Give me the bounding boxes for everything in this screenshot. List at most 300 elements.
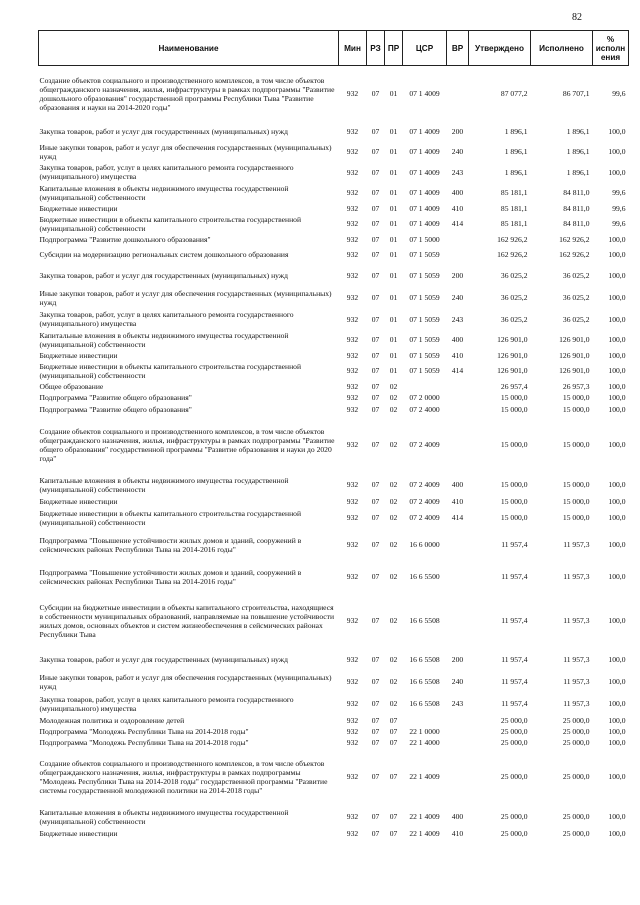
cell-percent: 99,6 bbox=[612, 89, 626, 99]
cell-rz: 07 bbox=[371, 89, 380, 99]
cell-vr bbox=[447, 715, 469, 726]
cell-pr: 07 bbox=[389, 715, 398, 725]
table-row bbox=[39, 392, 629, 403]
cell-rz: 07 bbox=[371, 314, 380, 324]
cell-percent: 100,0 bbox=[608, 250, 626, 259]
cell-pr: 07 bbox=[389, 812, 398, 821]
cell-percent: 100,0 bbox=[608, 234, 626, 244]
cell-min: 932 bbox=[346, 314, 359, 324]
cell-executed: 11 957,3 bbox=[563, 616, 590, 625]
cell-vr: 400 bbox=[451, 480, 464, 489]
table-row bbox=[39, 142, 629, 162]
cell-pr: 07 bbox=[389, 737, 398, 747]
table-body bbox=[39, 66, 629, 839]
cell-rz: 07 bbox=[371, 513, 380, 522]
cell-executed: 15 000,0 bbox=[562, 480, 590, 489]
cell-percent: 100,0 bbox=[608, 147, 626, 156]
cell-csr: 07 1 4009 bbox=[409, 147, 440, 156]
cell-pr: 01 bbox=[389, 203, 398, 213]
cell-executed: 84 811,0 bbox=[563, 219, 590, 228]
table-row bbox=[39, 693, 629, 715]
cell-csr: 16 6 5508 bbox=[409, 699, 440, 708]
header-min: Мин bbox=[339, 31, 367, 66]
cell-vr: 243 bbox=[451, 314, 464, 324]
cell-percent: 99,6 bbox=[612, 203, 626, 213]
cell-csr: 16 6 5508 bbox=[409, 655, 440, 664]
header-pr: ПР bbox=[385, 31, 403, 66]
cell-rz: 07 bbox=[371, 293, 380, 302]
cell-rz: 07 bbox=[371, 127, 380, 136]
cell-min: 932 bbox=[346, 271, 359, 280]
cell-csr: 07 2 4009 bbox=[409, 513, 440, 522]
cell-csr: 07 1 4009 bbox=[409, 127, 440, 136]
cell-rz: 07 bbox=[371, 350, 380, 360]
cell-executed: 15 000,0 bbox=[562, 440, 590, 449]
cell-vr: 414 bbox=[451, 513, 464, 522]
table-row bbox=[39, 214, 629, 234]
cell-approved: 1 896,1 bbox=[504, 147, 528, 156]
table-row bbox=[39, 350, 629, 361]
cell-executed: 11 957,3 bbox=[563, 677, 590, 686]
table-row bbox=[39, 715, 629, 726]
cell-csr: 07 1 5059 bbox=[409, 314, 440, 324]
cell-csr: 22 1 4009 bbox=[409, 828, 440, 838]
cell-percent: 100,0 bbox=[608, 677, 626, 686]
cell-percent: 100,0 bbox=[608, 496, 626, 506]
cell-pr: 07 bbox=[389, 726, 398, 736]
table-row bbox=[39, 496, 629, 507]
table-row bbox=[39, 507, 629, 529]
table-row bbox=[39, 416, 629, 474]
cell-min: 932 bbox=[346, 293, 359, 302]
cell-name: Подпрограмма "Развитие общего образования" bbox=[39, 404, 192, 414]
cell-min: 932 bbox=[346, 147, 359, 156]
cell-pr: 01 bbox=[389, 335, 398, 344]
cell-vr bbox=[447, 381, 469, 392]
cell-csr: 22 1 4009 bbox=[409, 812, 440, 821]
table-row bbox=[39, 403, 629, 416]
cell-csr: 22 1 0000 bbox=[409, 726, 440, 736]
cell-rz: 07 bbox=[371, 737, 380, 747]
cell-min: 932 bbox=[346, 234, 359, 244]
header-rz: РЗ bbox=[367, 31, 385, 66]
cell-approved: 11 957,4 bbox=[501, 655, 528, 664]
cell-approved: 162 926,2 bbox=[497, 234, 528, 244]
cell-rz: 07 bbox=[371, 828, 380, 838]
cell-executed: 162 926,2 bbox=[559, 234, 590, 244]
cell-name: Подпрограмма "Молодежь Республики Тыва на 2014-2018 годы" bbox=[39, 737, 249, 747]
cell-name: Капитальные вложения в объекты недвижимого имущества государственной (муниципальной) собственности bbox=[39, 807, 289, 826]
table-row bbox=[39, 806, 629, 828]
cell-rz: 07 bbox=[371, 167, 380, 177]
cell-pr: 02 bbox=[389, 513, 398, 522]
cell-vr: 400 bbox=[451, 335, 464, 344]
cell-name: Закупка товаров, работ, услуг в целях капитального ремонта государственного (муниципального) имущества bbox=[39, 163, 294, 181]
cell-percent: 100,0 bbox=[608, 513, 626, 522]
cell-approved: 36 025,2 bbox=[500, 314, 528, 324]
cell-csr bbox=[403, 381, 447, 392]
cell-min: 932 bbox=[346, 381, 359, 391]
table-row bbox=[39, 245, 629, 265]
cell-pr: 07 bbox=[389, 772, 398, 781]
cell-rz: 07 bbox=[371, 699, 380, 708]
cell-name: Иные закупки товаров, работ и услуг для обеспечения государственных (муниципальных) нужд bbox=[39, 288, 332, 307]
cell-min: 932 bbox=[346, 167, 359, 177]
cell-approved: 15 000,0 bbox=[500, 496, 528, 506]
cell-name: Закупка товаров, работ и услуг для государственных (муниципальных) нужд bbox=[39, 127, 288, 136]
cell-name: Создание объектов социального и производственного комплексов, в том числе объектов общегражданского назначения, жилья, инфраструктуры в рамках подпрограммы "Развитие дошкольного образования" государственной программы Республики Тыва "Развитие образования и науки на 2014-2020 годы" bbox=[39, 75, 335, 112]
cell-name: Иные закупки товаров, работ и услуг для обеспечения государственных (муниципальных) нужд bbox=[39, 142, 332, 161]
cell-csr: 07 1 4009 bbox=[409, 188, 440, 197]
cell-executed: 11 957,3 bbox=[563, 655, 590, 664]
cell-name: Создание объектов социального и производственного комплексов, в том числе объектов общегражданского назначения, жилья, инфраструктуры в рамках подпрограммы "Развитие общего образования" государственной программы "Развитие образования и науки до 2020 года" bbox=[39, 426, 335, 463]
cell-csr: 07 1 4009 bbox=[409, 167, 440, 177]
cell-rz: 07 bbox=[371, 335, 380, 344]
cell-approved: 15 000,0 bbox=[500, 513, 528, 522]
table-row bbox=[39, 593, 629, 649]
cell-executed: 15 000,0 bbox=[562, 392, 590, 402]
cell-pr: 01 bbox=[389, 350, 398, 360]
cell-name: Бюджетные инвестиции в объекты капитального строительства государственной (муниципальной) собственности bbox=[39, 214, 302, 233]
cell-executed: 25 000,0 bbox=[562, 828, 590, 838]
cell-vr: 400 bbox=[451, 812, 464, 821]
cell-min: 932 bbox=[346, 699, 359, 708]
cell-name: Бюджетные инвестиции bbox=[39, 496, 118, 506]
header-vr: ВР bbox=[447, 31, 469, 66]
cell-min: 932 bbox=[346, 540, 359, 549]
cell-approved: 1 896,1 bbox=[504, 167, 528, 177]
cell-min: 932 bbox=[346, 572, 359, 581]
cell-vr: 400 bbox=[451, 188, 464, 197]
cell-vr: 200 bbox=[451, 127, 464, 136]
cell-percent: 100,0 bbox=[608, 314, 626, 324]
cell-percent: 100,0 bbox=[608, 381, 626, 391]
cell-min: 932 bbox=[346, 350, 359, 360]
cell-pr: 01 bbox=[389, 314, 398, 324]
table-row bbox=[39, 381, 629, 392]
cell-csr: 07 1 5059 bbox=[409, 293, 440, 302]
cell-csr: 16 6 0000 bbox=[409, 540, 440, 549]
cell-vr bbox=[447, 748, 469, 806]
cell-approved: 25 000,0 bbox=[500, 812, 528, 821]
cell-pr: 02 bbox=[389, 699, 398, 708]
cell-min: 932 bbox=[346, 219, 359, 228]
cell-csr: 07 1 5000 bbox=[409, 234, 440, 244]
cell-approved: 15 000,0 bbox=[500, 440, 528, 449]
cell-csr: 07 1 4009 bbox=[409, 203, 440, 213]
cell-csr: 22 1 4000 bbox=[409, 737, 440, 747]
cell-name: Бюджетные инвестиции bbox=[39, 203, 118, 213]
cell-rz: 07 bbox=[371, 655, 380, 664]
table-row bbox=[39, 287, 629, 309]
table-row bbox=[39, 330, 629, 350]
cell-percent: 100,0 bbox=[608, 167, 626, 177]
cell-approved: 1 896,1 bbox=[504, 127, 528, 136]
cell-name: Создание объектов социального и производственного комплексов, в том числе объектов общегражданского назначения, жилья, инфраструктуры в рамках подпрограммы "Молодежь Республики Тыва на 2014-2018 годы" государственной программы "Развитие системы государственной молодежной политики на 2014-2018 годы" bbox=[39, 758, 328, 795]
cell-pr: 01 bbox=[389, 271, 398, 280]
cell-executed: 1 896,1 bbox=[566, 167, 590, 177]
cell-rz: 07 bbox=[371, 677, 380, 686]
table-row bbox=[39, 561, 629, 593]
cell-min: 932 bbox=[346, 366, 359, 375]
cell-pr: 02 bbox=[389, 677, 398, 686]
cell-min: 932 bbox=[346, 616, 359, 625]
cell-pr: 02 bbox=[389, 404, 398, 414]
table-row bbox=[39, 748, 629, 806]
cell-name: Подпрограмма "Повышение устойчивости жилых домов и зданий, сооружений в сейсмических районах Республики Тыва на 2014-2016 годы" bbox=[39, 567, 302, 586]
cell-approved: 11 957,4 bbox=[501, 699, 528, 708]
cell-approved: 85 181,1 bbox=[500, 188, 528, 197]
cell-percent: 100,0 bbox=[608, 812, 626, 821]
cell-rz: 07 bbox=[371, 715, 380, 725]
cell-approved: 126 901,0 bbox=[497, 335, 528, 344]
cell-pr: 02 bbox=[389, 480, 398, 489]
cell-approved: 87 077,2 bbox=[500, 89, 528, 99]
cell-vr: 410 bbox=[451, 496, 464, 506]
table-row bbox=[39, 361, 629, 381]
cell-csr bbox=[403, 715, 447, 726]
cell-percent: 100,0 bbox=[608, 616, 626, 625]
cell-vr: 414 bbox=[451, 366, 464, 375]
cell-csr: 07 2 0000 bbox=[409, 392, 440, 402]
cell-rz: 07 bbox=[371, 366, 380, 375]
cell-name: Капитальные вложения в объекты недвижимого имущества государственной (муниципальной) собственности bbox=[39, 475, 289, 494]
cell-executed: 36 025,2 bbox=[562, 293, 590, 302]
cell-approved: 36 025,2 bbox=[500, 271, 528, 280]
cell-min: 932 bbox=[346, 250, 359, 259]
cell-min: 932 bbox=[346, 335, 359, 344]
cell-percent: 100,0 bbox=[608, 726, 626, 736]
cell-rz: 07 bbox=[371, 203, 380, 213]
cell-pr: 02 bbox=[389, 392, 398, 402]
cell-rz: 07 bbox=[371, 271, 380, 280]
cell-min: 932 bbox=[346, 726, 359, 736]
cell-approved: 162 926,2 bbox=[497, 250, 528, 259]
cell-approved: 25 000,0 bbox=[500, 828, 528, 838]
cell-approved: 25 000,0 bbox=[500, 737, 528, 747]
cell-csr: 07 1 4009 bbox=[409, 219, 440, 228]
cell-approved: 36 025,2 bbox=[500, 293, 528, 302]
cell-approved: 11 957,4 bbox=[501, 540, 528, 549]
table-header-row bbox=[39, 31, 629, 66]
cell-executed: 15 000,0 bbox=[562, 404, 590, 414]
cell-vr bbox=[447, 245, 469, 265]
table-row bbox=[39, 649, 629, 671]
cell-name: Общее образование bbox=[39, 381, 104, 391]
cell-rz: 07 bbox=[371, 188, 380, 197]
table-row bbox=[39, 828, 629, 839]
cell-min: 932 bbox=[346, 89, 359, 99]
cell-min: 932 bbox=[346, 480, 359, 489]
cell-percent: 100,0 bbox=[608, 392, 626, 402]
cell-csr: 07 1 5059 bbox=[409, 350, 440, 360]
header-name: Наименование bbox=[39, 31, 339, 66]
cell-rz: 07 bbox=[371, 219, 380, 228]
cell-name: Закупка товаров, работ и услуг для государственных (муниципальных) нужд bbox=[39, 271, 288, 280]
cell-min: 932 bbox=[346, 677, 359, 686]
cell-approved: 85 181,1 bbox=[500, 203, 528, 213]
table-row bbox=[39, 234, 629, 245]
header-executed: Исполнено bbox=[531, 31, 593, 66]
cell-pr: 07 bbox=[389, 828, 398, 838]
cell-executed: 15 000,0 bbox=[562, 496, 590, 506]
cell-name: Подпрограмма "Развитие общего образования" bbox=[39, 392, 192, 402]
cell-vr bbox=[447, 529, 469, 561]
cell-csr: 07 1 5059 bbox=[409, 335, 440, 344]
cell-min: 932 bbox=[346, 496, 359, 506]
cell-csr: 07 2 4009 bbox=[409, 496, 440, 506]
cell-vr: 240 bbox=[451, 677, 464, 686]
cell-pr: 02 bbox=[389, 440, 398, 449]
cell-approved: 126 901,0 bbox=[497, 350, 528, 360]
cell-percent: 100,0 bbox=[608, 715, 626, 725]
cell-pr: 01 bbox=[389, 89, 398, 99]
cell-approved: 26 957,4 bbox=[500, 381, 528, 391]
cell-executed: 11 957,3 bbox=[563, 540, 590, 549]
cell-min: 932 bbox=[346, 828, 359, 838]
cell-min: 932 bbox=[346, 655, 359, 664]
cell-executed: 36 025,2 bbox=[562, 271, 590, 280]
cell-percent: 100,0 bbox=[608, 540, 626, 549]
cell-name: Субсидии на модернизацию региональных систем дошкольного образования bbox=[39, 250, 289, 259]
cell-name: Капитальные вложения в объекты недвижимого имущества государственной (муниципальной) собственности bbox=[39, 183, 289, 202]
cell-approved: 25 000,0 bbox=[500, 726, 528, 736]
cell-approved: 15 000,0 bbox=[500, 480, 528, 489]
cell-percent: 100,0 bbox=[608, 350, 626, 360]
cell-vr: 200 bbox=[451, 655, 464, 664]
budget-table bbox=[38, 30, 629, 839]
cell-name: Бюджетные инвестиции bbox=[39, 350, 118, 360]
cell-executed: 1 896,1 bbox=[566, 127, 590, 136]
cell-vr bbox=[447, 234, 469, 245]
cell-rz: 07 bbox=[371, 540, 380, 549]
cell-pr: 01 bbox=[389, 127, 398, 136]
table-row bbox=[39, 726, 629, 737]
cell-min: 932 bbox=[346, 440, 359, 449]
cell-rz: 07 bbox=[371, 147, 380, 156]
page-number: 82 bbox=[572, 12, 582, 23]
cell-vr bbox=[447, 416, 469, 474]
header-approved: Утверждено bbox=[469, 31, 531, 66]
cell-rz: 07 bbox=[371, 392, 380, 402]
cell-vr bbox=[447, 726, 469, 737]
cell-approved: 11 957,4 bbox=[501, 572, 528, 581]
cell-csr: 07 2 4000 bbox=[409, 404, 440, 414]
cell-csr: 07 1 5059 bbox=[409, 271, 440, 280]
cell-approved: 25 000,0 bbox=[500, 772, 528, 781]
cell-executed: 25 000,0 bbox=[562, 715, 590, 725]
cell-min: 932 bbox=[346, 404, 359, 414]
cell-executed: 25 000,0 bbox=[562, 812, 590, 821]
table-row bbox=[39, 265, 629, 287]
cell-csr: 16 6 5508 bbox=[409, 677, 440, 686]
cell-csr: 07 2 4009 bbox=[409, 440, 440, 449]
cell-executed: 11 957,3 bbox=[563, 699, 590, 708]
cell-pr: 02 bbox=[389, 496, 398, 506]
cell-rz: 07 bbox=[371, 726, 380, 736]
cell-csr: 16 6 5508 bbox=[409, 616, 440, 625]
header-csr: ЦСР bbox=[403, 31, 447, 66]
table-row bbox=[39, 203, 629, 214]
cell-pr: 02 bbox=[389, 381, 398, 391]
cell-min: 932 bbox=[346, 737, 359, 747]
cell-min: 932 bbox=[346, 203, 359, 213]
cell-vr: 410 bbox=[451, 203, 464, 213]
cell-percent: 100,0 bbox=[608, 655, 626, 664]
cell-executed: 25 000,0 bbox=[562, 737, 590, 747]
cell-vr bbox=[447, 403, 469, 416]
cell-vr: 240 bbox=[451, 147, 464, 156]
cell-executed: 15 000,0 bbox=[562, 513, 590, 522]
cell-approved: 126 901,0 bbox=[497, 366, 528, 375]
cell-csr: 16 6 5500 bbox=[409, 572, 440, 581]
cell-vr: 243 bbox=[451, 167, 464, 177]
cell-vr bbox=[447, 737, 469, 748]
cell-rz: 07 bbox=[371, 404, 380, 414]
table-row bbox=[39, 309, 629, 330]
cell-rz: 07 bbox=[371, 440, 380, 449]
cell-vr: 410 bbox=[451, 350, 464, 360]
cell-rz: 07 bbox=[371, 812, 380, 821]
cell-csr: 07 1 5059 bbox=[409, 366, 440, 375]
cell-percent: 100,0 bbox=[608, 404, 626, 414]
cell-vr bbox=[447, 66, 469, 122]
cell-percent: 99,6 bbox=[612, 219, 626, 228]
table-row bbox=[39, 671, 629, 693]
cell-name: Бюджетные инвестиции bbox=[39, 828, 118, 838]
table-row bbox=[39, 122, 629, 142]
cell-pr: 01 bbox=[389, 188, 398, 197]
cell-min: 932 bbox=[346, 188, 359, 197]
cell-name: Подпрограмма "Повышение устойчивости жилых домов и зданий, сооружений в сейсмических районах Республики Тыва на 2014-2016 годы" bbox=[39, 535, 302, 554]
cell-min: 932 bbox=[346, 812, 359, 821]
table-row bbox=[39, 529, 629, 561]
cell-pr: 02 bbox=[389, 572, 398, 581]
cell-percent: 100,0 bbox=[608, 737, 626, 747]
cell-executed: 36 025,2 bbox=[562, 314, 590, 324]
cell-vr: 410 bbox=[451, 828, 464, 838]
cell-min: 932 bbox=[346, 392, 359, 402]
cell-name: Бюджетные инвестиции в объекты капитального строительства государственной (муниципальной) собственности bbox=[39, 508, 302, 527]
cell-pr: 01 bbox=[389, 250, 398, 259]
cell-approved: 11 957,4 bbox=[501, 677, 528, 686]
cell-rz: 07 bbox=[371, 572, 380, 581]
table-row bbox=[39, 183, 629, 203]
cell-name: Закупка товаров, работ, услуг в целях капитального ремонта государственного (муниципального) имущества bbox=[39, 694, 294, 713]
cell-executed: 11 957,3 bbox=[563, 572, 590, 581]
cell-pr: 01 bbox=[389, 293, 398, 302]
cell-percent: 100,0 bbox=[608, 828, 626, 838]
cell-pr: 01 bbox=[389, 219, 398, 228]
cell-name: Субсидии на бюджетные инвестиции в объекты капитального строительства, находящиеся в собственности муниципальных образований, направляемые на повышение устойчивости жилых домов, основных объектов и систем жизнеобеспечения в сейсмических районах Республики Тыва bbox=[39, 602, 335, 639]
cell-pr: 01 bbox=[389, 147, 398, 156]
cell-csr: 22 1 4009 bbox=[409, 772, 440, 781]
cell-executed: 126 901,0 bbox=[559, 350, 590, 360]
cell-rz: 07 bbox=[371, 616, 380, 625]
cell-approved: 85 181,1 bbox=[500, 219, 528, 228]
cell-percent: 100,0 bbox=[608, 127, 626, 136]
cell-name: Молодежная политика и оздоровление детей bbox=[39, 715, 185, 725]
cell-rz: 07 bbox=[371, 381, 380, 391]
cell-pr: 02 bbox=[389, 540, 398, 549]
cell-executed: 84 811,0 bbox=[563, 188, 590, 197]
cell-rz: 07 bbox=[371, 772, 380, 781]
cell-min: 932 bbox=[346, 127, 359, 136]
cell-executed: 1 896,1 bbox=[566, 147, 590, 156]
cell-pr: 01 bbox=[389, 234, 398, 244]
cell-min: 932 bbox=[346, 715, 359, 725]
cell-name: Иные закупки товаров, работ и услуг для обеспечения государственных (муниципальных) нужд bbox=[39, 672, 332, 691]
